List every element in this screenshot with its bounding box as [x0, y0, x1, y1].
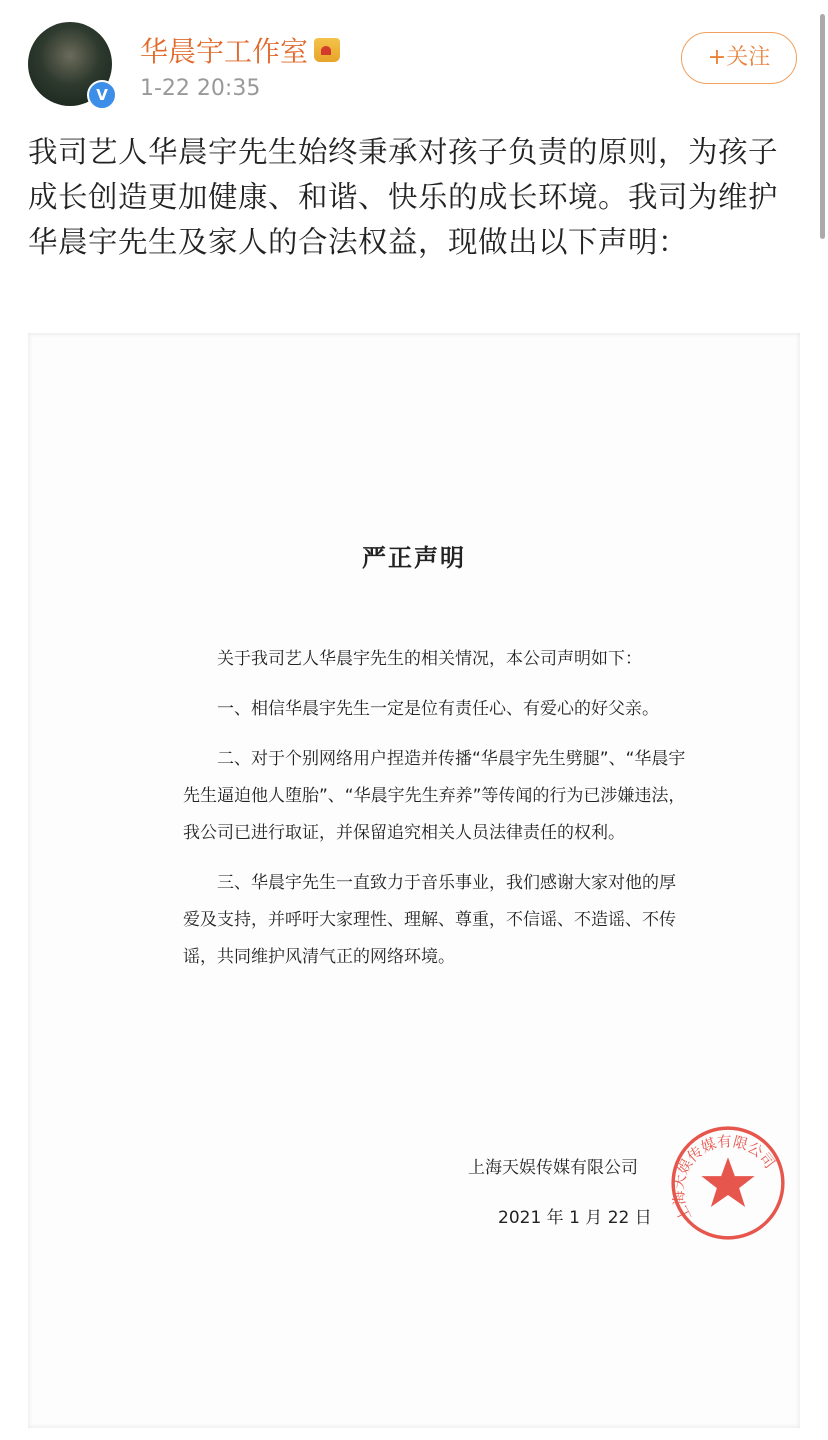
verified-icon: V	[87, 80, 117, 110]
crown-icon	[314, 38, 340, 62]
post-text: 我司艺人华晨宇先生始终秉承对孩子负责的原则，为孩子成长创造更加健康、和谐、快乐的成长环境。我司为维护华晨宇先生及家人的合法权益，现做出以下声明：	[28, 135, 779, 259]
scrollbar[interactable]	[820, 14, 825, 239]
account-name[interactable]	[140, 30, 340, 70]
document-title: 严正声明	[362, 544, 466, 572]
account-name-label: 华晨宇工作室	[140, 35, 309, 68]
document-body	[183, 641, 688, 989]
follow-button[interactable]: +关注	[681, 32, 797, 84]
company-name: 上海天娱传媒有限公司	[468, 1158, 638, 1178]
document-date: 2021 年 1 月 22 日	[498, 1208, 652, 1228]
post-timestamp: 1-22 20:35	[140, 76, 261, 101]
seal-text: 上海天娱传媒有限公司	[669, 1133, 778, 1224]
statement-image[interactable]	[28, 333, 800, 1428]
document-paragraph: 关于我司艺人华晨宇先生的相关情况，本公司声明如下：	[217, 649, 642, 669]
company-seal-icon	[668, 1123, 788, 1243]
document-paragraph: 三、华晨宇先生一直致力于音乐事业，我们感谢大家对他的厚爱及支持，并呼吁大家理性、理解、尊重，不信谣、不造谣、不传谣，共同维护风清气正的网络环境。	[183, 873, 676, 967]
document-paragraph: 一、相信华晨宇先生一定是位有责任心、有爱心的好父亲。	[217, 699, 659, 719]
document-paragraph: 二、对于个别网络用户捏造并传播“华晨宇先生劈腿”、“华晨宇先生逼迫他人堕胎”、“华晨宇先生弃养”等传闻的行为已涉嫌违法，我公司已进行取证，并保留追究相关人员法律责任的权利。	[183, 749, 686, 843]
